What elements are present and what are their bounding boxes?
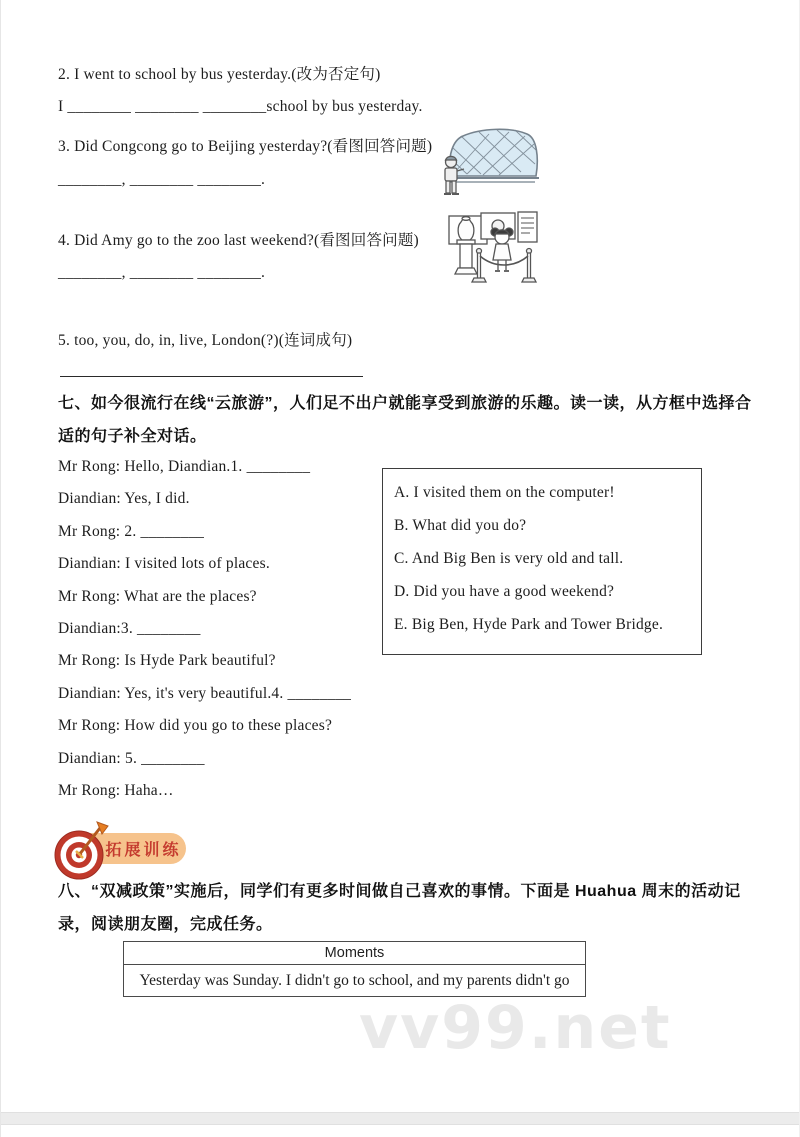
option-item: C. And Big Ben is very old and tall. [394,549,624,567]
dialogue-line: Mr Rong: Is Hyde Park beautiful? [58,652,276,670]
badge-label: 拓展训练 [73,833,186,864]
question-2-answer-blanks: I ________ ________ ________school by bus yesterday. [58,98,423,115]
question-4-label: 4. Did Amy go to the zoo last weekend?(看图回答问题) [58,232,419,249]
options-box [382,468,702,655]
dialogue-line: Mr Rong: Hello, Diandian.1. ________ [58,458,311,475]
dialogue-line: Diandian:3. ________ [58,619,201,637]
moments-table-header: Moments [124,942,585,965]
option-item: A. I visited them on the computer! [394,484,615,501]
expansion-training-badge [53,818,233,880]
section-7-heading: 七、如今很流行在线“云旅游”，人们足不出户就能享受到旅游的乐趣。读一读，从方框中选择合适的句子补全对话。 [58,395,752,445]
dartboard-target-icon [53,820,111,882]
dialogue-line: Diandian: Yes, it's very beautiful.4. ________ [58,684,352,702]
dialogue-line: Mr Rong: How did you go to these places? [58,717,333,735]
dialogue-line: Diandian: I visited lots of places. [58,555,270,573]
question-3-answer-blanks: ________, ________ ________. [58,171,266,188]
dialogue-line: Mr Rong: Haha… [58,781,174,799]
dialogue-line: Mr Rong: What are the places? [58,587,257,605]
page-break-divider [1,1112,800,1125]
option-item: E. Big Ben, Hyde Park and Tower Bridge. [394,615,664,633]
question-4-answer-blanks: ________, ________ ________. [58,264,266,281]
moments-table-body: Yesterday was Sunday. I didn't go to school, and my parents didn't go [139,972,570,989]
watermark: vv99.net [359,993,672,1063]
dialogue-line: Diandian: Yes, I did. [58,490,190,508]
question-5-label: 5. too, you, do, in, live, London(?)(连词成句) [58,332,353,349]
question-3-label: 3. Did Congcong go to Beijing yesterday?(看图回答问题) [58,138,433,155]
birds-nest-stadium-image [437,126,543,200]
dialogue-line: Diandian: 5. ________ [58,749,205,767]
section-8-heading: 八、“双减政策”实施后，同学们有更多时间做自己喜欢的事情。下面是 Huahua 周末的活动记录，阅读朋友圈，完成任务。 [58,883,741,933]
question-2-label: 2. I went to school by bus yesterday.(改为否定句) [58,66,381,83]
dialogue-line: Mr Rong: 2. ________ [58,522,205,540]
moments-table [123,941,586,997]
museum-exhibit-image [439,206,541,290]
dialogue [58,457,388,813]
option-item: D. Did you have a good weekend? [394,582,615,600]
question-5-answer-line [60,376,363,377]
option-item: B. What did you do? [394,516,527,534]
